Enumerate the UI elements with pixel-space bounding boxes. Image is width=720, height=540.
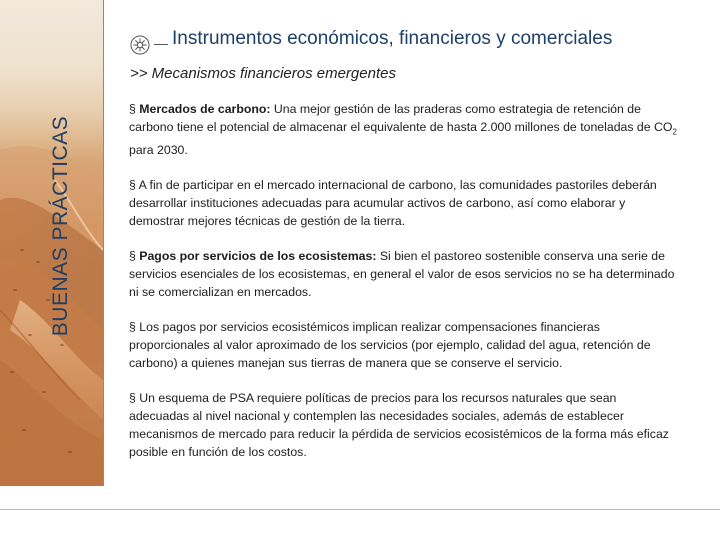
bullet-marker: § [129,249,136,264]
sidebar-title-container [0,0,103,486]
bullet-marker: § [129,320,136,335]
bullet-heading: Pagos por servicios de los ecosistemas: [139,249,377,264]
subscript: 2 [672,127,677,137]
bullet-marker: § [129,102,136,116]
bullet-marker: § [129,178,136,193]
sidebar-title: BUENAS PRÁCTICAS [49,115,72,337]
footer-divider [0,509,720,510]
bullet-psa-scheme [129,389,677,461]
gear-flower-icon [130,35,150,55]
bullet-carbon-markets [129,100,677,159]
page-title: Instrumentos económicos, financieros y comerciales [172,28,613,49]
bullet-marker: § [129,391,136,406]
section-subtitle: >> Mecanismos financieros emergentes [130,65,396,82]
bullet-ecosystem-payments [129,247,677,301]
bullet-compensation [129,318,677,372]
bullet-heading: Mercados de carbono: [139,102,271,116]
bullet-text: Si bien el pastoreo sostenible conserva una serie de servicios esenciales de los ecosistemas, en general el valor de esos servicios no se ha determinado ni se comercializan en mercados. [129,249,675,300]
bullet-text: Un esquema de PSA requiere políticas de precios para los recursos naturales que sean adecuadas al nivel nacional y contemplen las necesidades sociales, además de establecer mecanismos de mercado para reducir la pérdida de servicios ecosistémicos de la forma más eficaz posible en función de los costos. [129,391,669,460]
bullet-text: A fin de participar en el mercado internacional de carbono, las comunidades pastoriles deberán desarrollar instituciones adecuadas para acumular activos de carbono, así como elaborar y demostrar mejores técnicas de gestión de la tierra. [129,178,657,229]
vertical-divider [103,0,104,486]
bullet-text-end: para 2030. [129,143,188,158]
bullet-list [129,100,677,478]
bullet-text: Una mejor gestión de las praderas como estrategia de retención de carbono tiene el potencial de almacenar el equivalente de hasta 2.000 millones de toneladas de CO [129,102,673,134]
bullet-text: Los pagos por servicios ecosistémicos implican realizar compensaciones financieras proporcionales al valor aproximado de los servicios (por ejemplo, calidad del agua, retención de carbono) a quienes manejan sus tierras de manera que se conserve el servicio. [129,320,651,371]
bullet-carbon-participation [129,176,677,230]
header-dash [154,44,168,45]
